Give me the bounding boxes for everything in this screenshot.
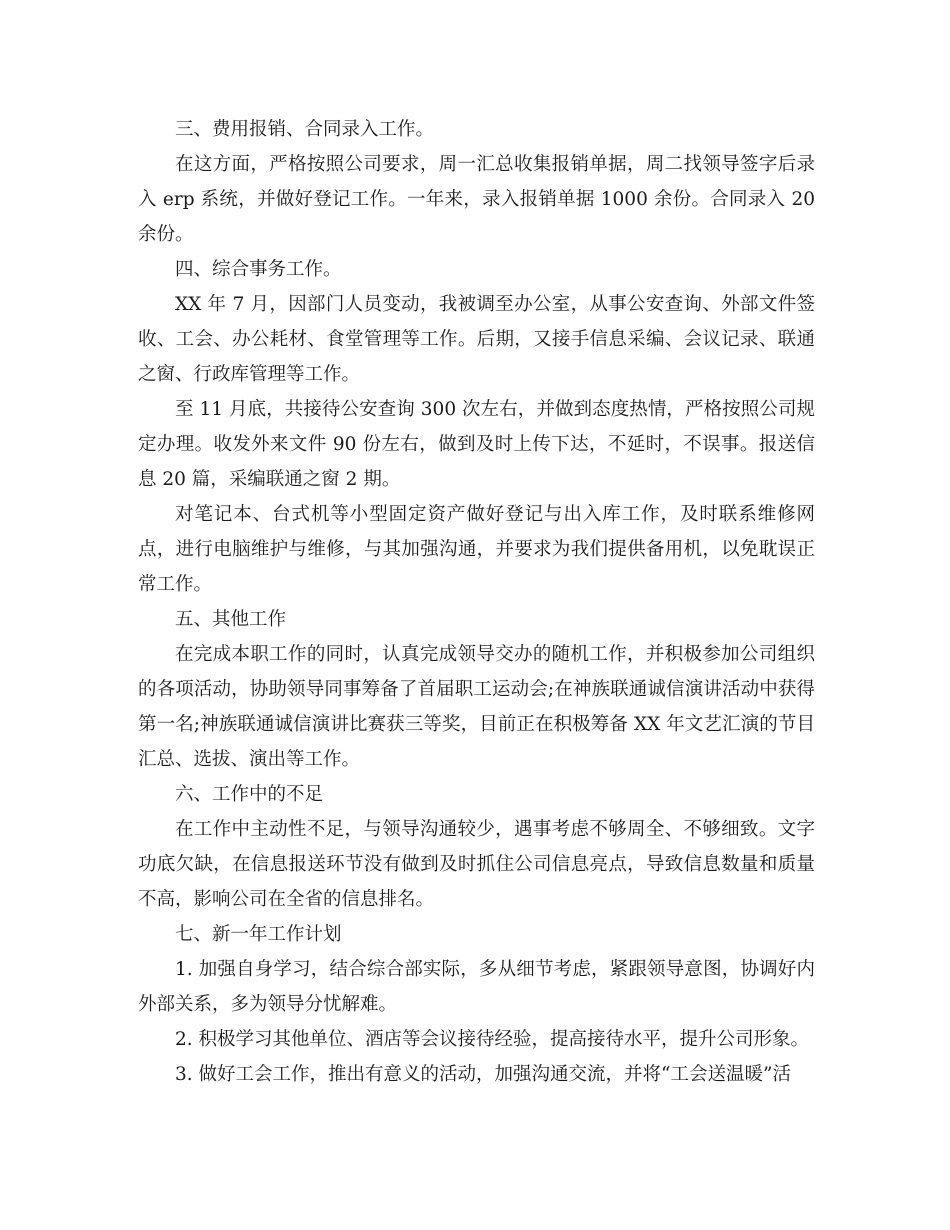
section-heading: 三、费用报销、合同录入工作。	[175, 119, 435, 140]
paragraph: 在这方面，严格按照公司要求，周一汇总收集报销单据，周二找领导签字后录入 erp 系统，并做好登记工作。一年来，录入报销单据 1000 余份。合同录入 20 余份。	[138, 154, 815, 245]
paragraph: 对笔记本、台式机等小型固定资产做好登记与出入库工作，及时联系维修网点，进行电脑维护与维修，与其加强沟通，并要求为我们提供备用机，以免耽误正常工作。	[138, 504, 815, 595]
section-heading: 六、工作中的不足	[175, 784, 324, 805]
list-item: 2. 积极学习其他单位、酒店等会议接待经验，提高接待水平，提升公司形象。	[175, 1029, 810, 1050]
section-heading: 七、新一年工作计划	[175, 924, 342, 945]
paragraph: 至 11 月底，共接待公安查询 300 次左右，并做到态度热情，严格按照公司规定办理。收发外来文件 90 份左右，做到及时上传下达，不延时，不误事。报送信息 20 篇，采编联通之窗 2 期。	[138, 399, 815, 490]
section-heading: 四、综合事务工作。	[175, 259, 342, 280]
paragraph: 在工作中主动性不足，与领导沟通较少，遇事考虑不够周全、不够细致。文字功底欠缺，在信息报送环节没有做到及时抓住公司信息亮点，导致信息数量和质量不高，影响公司在全省的信息排名。	[138, 819, 815, 910]
paragraph: 在完成本职工作的同时，认真完成领导交办的随机工作，并积极参加公司组织的各项活动，协助领导同事筹备了首届职工运动会;在神族联通诚信演讲活动中获得第一名;神族联通诚信演讲比赛获三等奖，目前正在积极筹备 XX 年文艺汇演的节目汇总、选拔、演出等工作。	[138, 644, 815, 770]
list-item: 3. 做好工会工作，推出有意义的活动，加强沟通交流，并将“工会送温暖”活	[175, 1064, 791, 1085]
list-item: 1. 加强自身学习，结合综合部实际，多从细节考虑，紧跟领导意图，协调好内外部关系，多为领导分忧解难。	[138, 959, 815, 1015]
document-page	[138, 112, 815, 1092]
section-heading: 五、其他工作	[175, 609, 287, 630]
paragraph: XX 年 7 月，因部门人员变动，我被调至办公室，从事公安查询、外部文件签收、工会、办公耗材、食堂管理等工作。后期，又接手信息采编、会议记录、联通之窗、行政库管理等工作。	[138, 294, 815, 385]
